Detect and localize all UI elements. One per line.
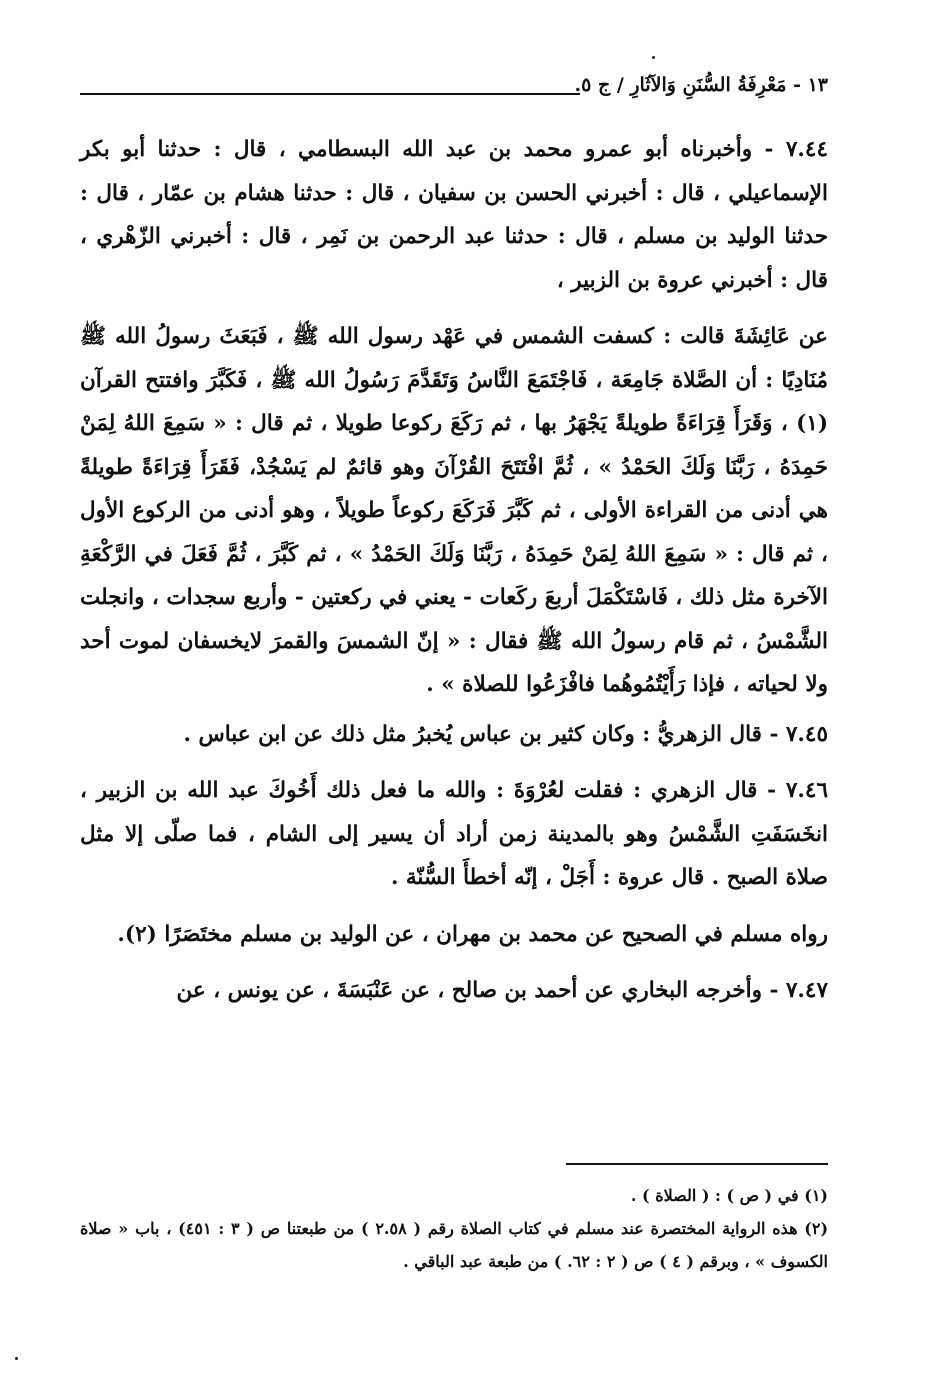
hadith-paragraph: ٧.٤٦ - قال الزهري : فقلت لعُرْوَةَ : والله ما فعل ذلك أَخُوكَ عبد الله بن الزبير ، انخَسَفَتِ الشَّمْسُ وهو بالمدينة زمن أراد أن يسير إلى الشام ، فما صلّى إلا مثل صلاة الصبح . قال عروة : أَجَلْ ، إنّه أخطأَ السُّنّة . — [80, 778, 828, 890]
scan-speck — [15, 1357, 18, 1360]
footnote: (١) في ( ص ) : ( الصلاة ) . — [630, 1186, 828, 1205]
running-header — [80, 74, 828, 104]
hadith-paragraph: ٧.٤٥ - قال الزهريُّ : وكان كثير بن عباس يُخبرُ مثل ذلك عن ابن عباس . — [183, 721, 828, 747]
hadith-paragraph: عن عَائِشَةَ قالت : كسفت الشمس في عَهْد رسول الله ﷺ ، فَبَعَثَ رسولُ الله ﷺ مُنَادِيًا : أن الصَّلاة جَامِعَة ، فَاجْتَمَعَ النَّاسُ وَتَقَدَّمَ رَسُولُ الله ﷺ ، فَكَبَّرَ وافتتح القرآن (١) ، وَقَرَأَ قِرَاءَةً طويلةً يَجْهَرُ بها ، ثم رَكَعَ ركوعا طويلا ، ثم قال : « سَمِعَ اللهُ لِمَنْ حَمِدَهُ ، رَبَّنَا وَلَكَ الحَمْدُ » ، ثُمَّ افْتَتَحَ القُرْآنَ وهو قائمٌ لم يَسْجُدْ، فَقَرَأَ قِرَاءَةً طويلةً هي أدنى من القراءة الأولى ، ثم كَبَّرَ فَرَكَعَ ركوعاً طويلاً ، وهو أدنى من الركوع الأول ، ثم قال : « سَمِعَ اللهُ لِمَنْ حَمِدَهُ ، رَبَّنَا وَلَكَ الحَمْدُ » ، ثم كَبَّرَ ، ثُمَّ فَعَلَ في الرَّكْعَةِ الآخرة مثل ذلك ، فَاسْتَكْمَلَ أربعَ ركَعات - يعني في ركعتين - وأربع سجدات ، وانجلت الشَّمْسُ ، ثم قام رسولُ الله ﷺ فقال : « إنّ الشمسَ والقمرَ لايخسفان لموت أحد ولا لحياته ، فإذا رَأَيْتُمُوهُما فافْزَعُوا للصلاة » . — [80, 324, 828, 697]
hadith-paragraph: ٧.٤٧ - وأخرجه البخاري عن أحمد بن صالح ، عن عَنْبَسَةَ ، عن يونس ، عن — [176, 978, 828, 1003]
header-rule — [80, 93, 580, 95]
hadith-paragraph: ٧.٤٤ - وأخبرناه أبو عمرو محمد بن عبد الله البسطامي ، قال : حدثنا أبو بكر الإسماعيلي ، قال : أخبرني الحسن بن سفيان ، قال : حدثنا هشام بن عمّار ، قال : حدثنا الوليد بن مسلم ، قال : حدثنا عبد الرحمن بن نَمِر ، قال : أخبرني الزّهْري ، قال : أخبرني عروة بن الزبير ، — [80, 137, 828, 293]
main-text — [80, 128, 828, 1026]
hadith-paragraph: رواه مسلم في الصحيح عن محمد بن مهران ، عن الوليد بن مسلم مختَصَرًا (٢). — [117, 921, 828, 947]
footnotes — [80, 1163, 828, 1278]
footnote: (٢) هذه الرواية المختصرة عند مسلم في كتاب الصلاة رقم ( ٢.٥٨ ) من طبعتنا ص ( ٣ : ٤٥١) ، باب « صلاة الكسوف » ، وبرقم ( ٤ ) ص ( ٢ : ٦٢. ) من طبعة عبد الباقي . — [80, 1219, 829, 1271]
scan-speck — [652, 56, 655, 59]
header-title: .١٣ - مَعْرِفَةُ السُّنَنِ وَالآثَارِ / ج ٥ — [574, 74, 828, 96]
